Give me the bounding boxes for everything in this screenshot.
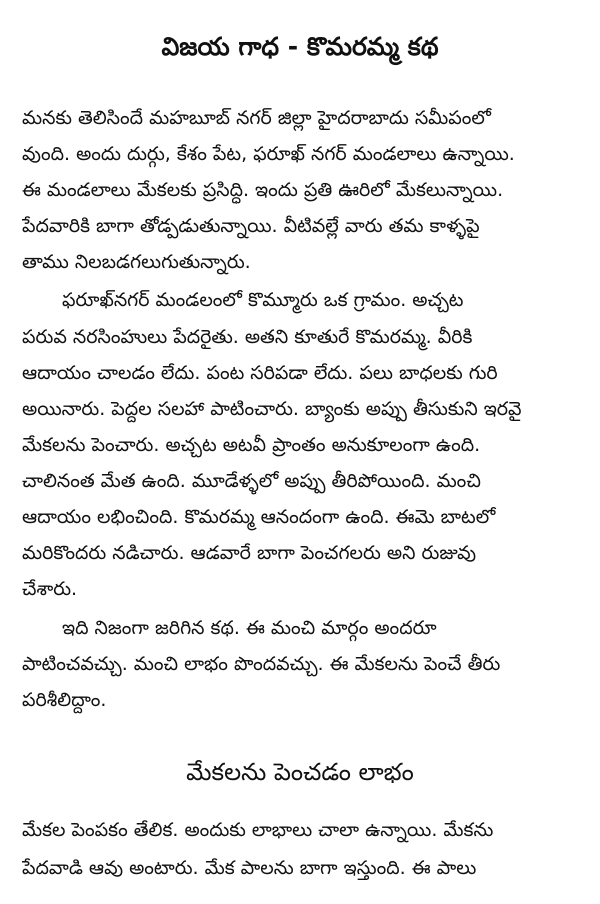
section-title: మేకలను పెంచడం లాభం <box>186 758 414 786</box>
paragraph-3-line-3: పరిశీలిద్దాం. <box>22 689 107 711</box>
paragraph-2-line-7: ఆదాయం లభించింది. కొమరమ్మ ఆనందంగా ఉంది. ఈమె బాటలో <box>22 506 496 528</box>
paragraph-2-line-9: చేశారు. <box>22 578 78 600</box>
paragraph-2-line-8: మరికొందరు నడిచారు. ఆడవారే బాగా పెంచగలరు అని రుజువు <box>22 542 477 564</box>
paragraph-1-line-5: తాము నిలబడగలుగుతున్నారు. <box>22 251 251 273</box>
paragraph-2-line-4: అయినారు. పెద్దల సలహా పాటించారు. బ్యాంకు అప్పు తీసుకుని ఇరవై <box>22 398 522 420</box>
paragraph-3-line-1: ఇది నిజంగా జరిగిన కథ. ఈ మంచి మార్గం అందరూ <box>62 617 437 639</box>
paragraph-2-line-3: ఆదాయం చాలడం లేదు. పంట సరిపడా లేదు. పలు బాధలకు గురి <box>22 362 498 384</box>
paragraph-1-line-4: పేదవారికి బాగా తోడ్పడుతున్నాయి. వీటివల్లే వారు తమ కాళ్ళపై <box>22 215 480 237</box>
paragraph-2-line-6: చాలినంత మేత ఉంది. మూడేళ్ళలో అప్పు తీరిపోయింది. మంచి <box>22 470 481 492</box>
paragraph-1-line-1: మనకు తెలిసిందే మహబూబ్ నగర్ జిల్లా హైదరాబాదు సమీపంలో <box>22 107 491 129</box>
paragraph-4-line-2: పేదవాడి ఆవు అంటారు. మేక పాలను బాగా ఇస్తుంది. ఈ పాలు <box>22 857 477 879</box>
paragraph-4-line-1: మేకల పెంపకం తేలిక. అందుకు లాభాలు చాలా ఉన్నాయి. మేకను <box>22 819 494 841</box>
paragraph-1-line-2: వుంది. అందు దుర్గు, కేశం పేట, ఫరూఖ్ నగర్ మండలాలు ఉన్నాయి. <box>22 143 515 165</box>
paragraph-1-line-3: ఈ మండలాలు మేకలకు ప్రసిద్ధి. ఇందు ప్రతి ఊరిలో మేకలున్నాయి. <box>22 179 504 201</box>
paragraph-3-line-2: పాటించవచ్చు. మంచి లాభం పొందవచ్చు. ఈ మేకలను పెంచే తీరు <box>22 653 501 675</box>
paragraph-2-line-1: ఫరూఖ్‌నగర్ మండలంలో కొమ్మూరు ఒక గ్రామం. అచ్చట <box>62 289 464 311</box>
paragraph-2-line-2: పరువ నరసింహులు పేదరైతు. అతని కూతురే కొమరమ్మ. వీరికి <box>22 326 473 348</box>
paragraph-2-line-5: మేకలను పెంచారు. అచ్చట అటవీ ప్రాంతం అనుకూలంగా ఉంది. <box>22 434 481 456</box>
page-title: విజయ గాధ - కొమరమ్మ కథ <box>161 32 439 61</box>
